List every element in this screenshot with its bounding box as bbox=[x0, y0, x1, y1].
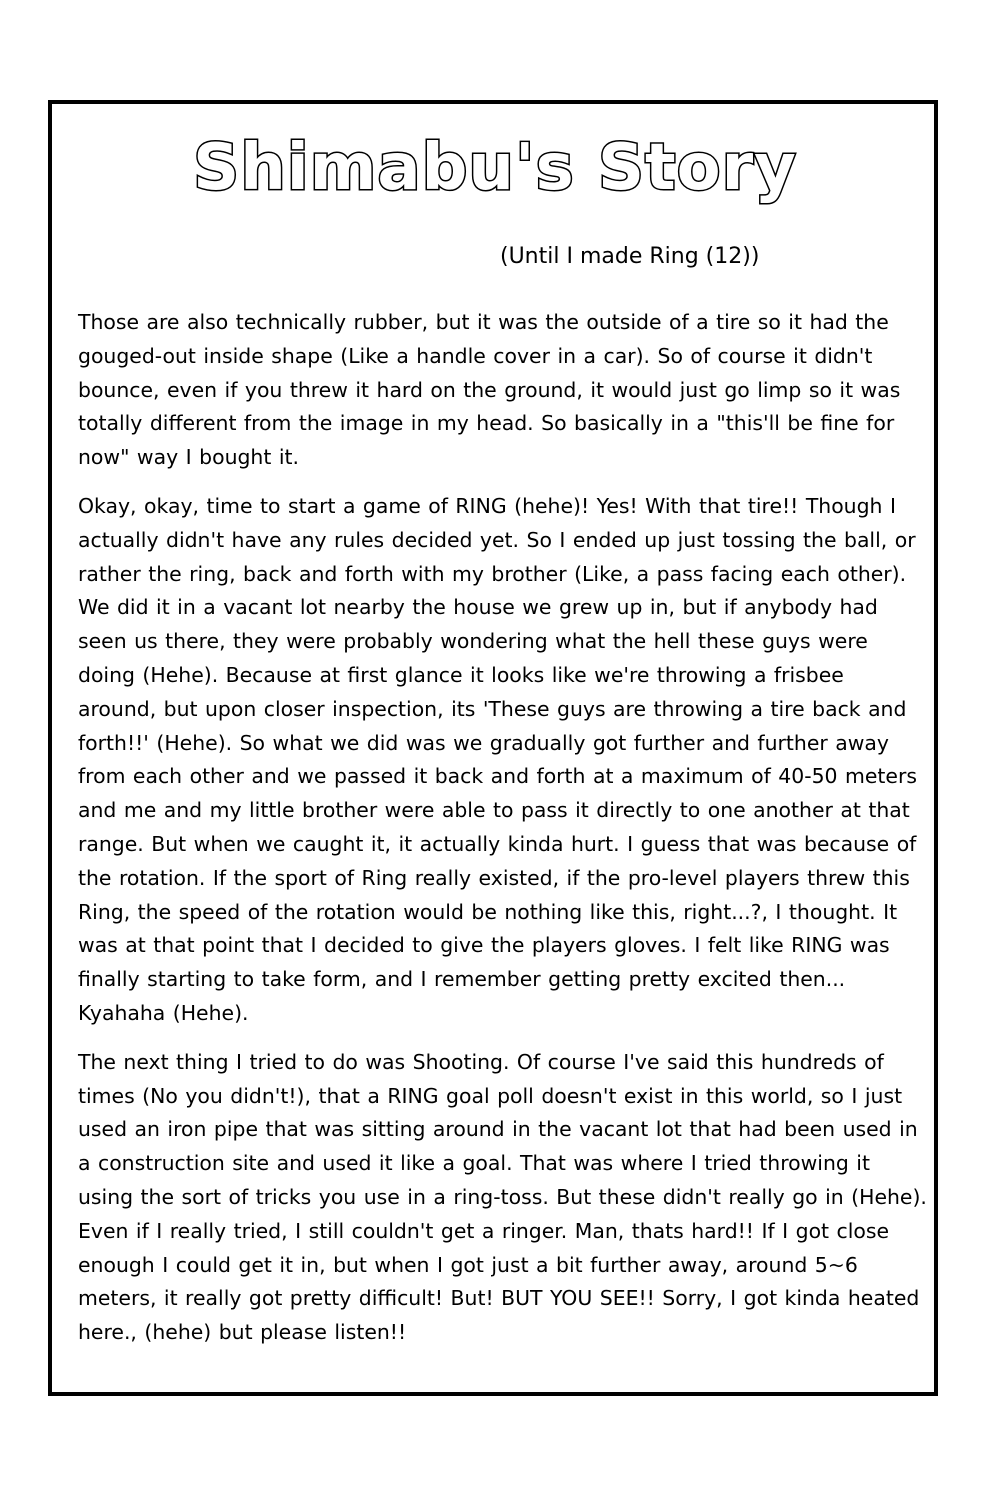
story-paragraph-3: The next thing I tried to do was Shooting. Of course I've said this hundreds of times (No you didn't!), that a RING goal poll doesn't exist in this world, so I just used an iron pipe that was sitting around in the vacant lot that had been used in a construction site and used it like a goal. That was where I tried throwing it using the sort of tricks you use in a ring-toss. But these didn't really go in (Hehe). Even if I really tried, I still couldn't get a ringer. Man, thats hard!! If I got close enough I could get it in, but when I got just a bit further away, around 5~6 meters, it really got pretty difficult! But! BUT YOU SEE!! Sorry, I got kinda heated here., (hehe) but please listen!! bbox=[78, 1049, 927, 1345]
story-paragraph-2: Okay, okay, time to start a game of RING (hehe)! Yes! With that tire!! Though I actually didn't have any rules decided yet. So I ended up just tossing the ball, or rather the ring, back and forth with my brother (Like, a pass facing each other). We did it in a vacant lot nearby the house we grew up in, but if anybody had seen us there, they were probably wondering what the hell these guys were doing (Hehe). Because at first glance it looks like we're throwing a frisbee around, but upon closer inspection, its 'These guys are throwing a tire back and forth!!' (Hehe). So what we did was we gradually got further and further away from each other and we passed it back and forth at a maximum of 40-50 meters and me and my little brother were able to pass it directly to one another at that range. But when we caught it, it actually kinda hurt. I guess that was because of the rotation. If the sport of Ring really existed, if the pro-level players threw this Ring, the speed of the rotation would be nothing like this, right...?, I thought. It was at that point that I decided to give the players gloves. I felt like RING was finally starting to take form, and I remember getting pretty excited then... Kyahaha (Hehe). bbox=[78, 493, 917, 1025]
story-paragraph-1: Those are also technically rubber, but it was the outside of a tire so it had the gouged-out inside shape (Like a handle cover in a car). So of course it didn't bounce, even if you threw it hard on the ground, it would just go limp so it was totally different from the image in my head. So basically in a "this'll be fine for now" way I bought it. bbox=[78, 310, 901, 470]
page-subtitle: (Until I made Ring (12)) bbox=[500, 244, 760, 269]
story-body bbox=[78, 306, 928, 1365]
page-title: Shimabu's Story bbox=[193, 131, 797, 205]
